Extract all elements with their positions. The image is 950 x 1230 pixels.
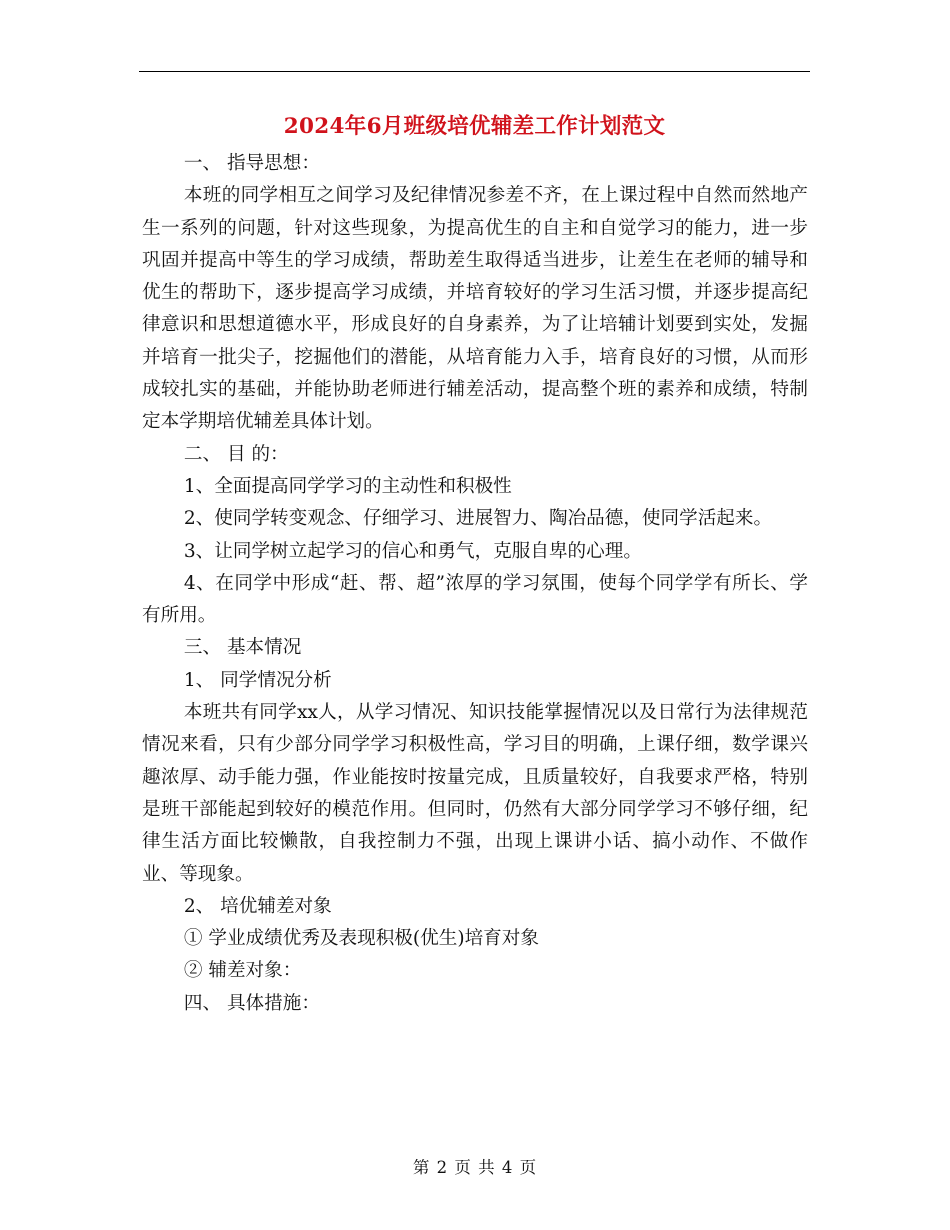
- document-body: [142, 148, 808, 1020]
- page-number: 第 2 页 共 4 页: [412, 1158, 538, 1177]
- document-title: 2024年6月班级培优辅差工作计划范文: [283, 114, 666, 139]
- paragraph-guiding-idea: 本班的同学相互之间学习及纪律情况参差不齐，在上课过程中自然而然地产生一系列的问题，针对这些现象，为提高优生的自主和自觉学习的能力，进一步巩固并提高中等生的学习成绩，帮助差生取得适当进步，让差生在老师的辅导和优生的帮助下，逐步提高学习成绩，并培育较好的学习生活习惯，并逐步提高纪律意识和思想道德水平，形成良好的自身素养，为了让培辅计划要到实处，发掘并培育一批尖子，挖掘他们的潜能，从培育能力入手，培育良好的习惯，从而形成较扎实的基础，并能协助老师进行辅差活动，提高整个班的素养和成绩，特制定本学期培优辅差具体计划。: [142, 185, 808, 433]
- list-item-purpose-4: 4、在同学中形成“赶、帮、超”浓厚的学习氛围，使每个同学学有所长、学有所用。: [142, 572, 808, 627]
- list-item-purpose-2: 2、使同学转变观念、仔细学习、进展智力、陶冶品德，使同学活起来。: [183, 508, 773, 530]
- subheading-target-students: 2、 培优辅差对象: [183, 895, 332, 917]
- section-heading-measures: 四、 具体措施：: [183, 992, 320, 1014]
- header-rule: [139, 71, 810, 72]
- section-heading-basic-situation: 三、 基本情况: [183, 637, 302, 659]
- section-heading-guiding-idea: 一、 指导思想：: [183, 153, 320, 174]
- list-item-purpose-1: 1、全面提高同学学习的主动性和积极性: [183, 475, 512, 497]
- subheading-student-analysis: 1、 同学情况分析: [183, 669, 332, 691]
- list-item-top-students: ① 学业成绩优秀及表现积极(优生)培育对象: [183, 928, 539, 950]
- paragraph-student-analysis: 本班共有同学xx人，从学习情况、知识技能掌握情况以及日常行为法律规范情况来看，只有少部分同学学习积极性高，学习目的明确，上课仔细，数学课兴趣浓厚、动手能力强，作业能按时按量完成，且质量较好，自我要求严格，特别是班干部能起到较好的模范作用。但同时，仍然有大部分同学学习不够仔细，纪律生活方面比较懒散，自我控制力不强，出现上课讲小话、搞小动作、不做作业、等现象。: [142, 702, 808, 885]
- list-item-remedial-students: ② 辅差对象：: [183, 960, 302, 982]
- list-item-purpose-3: 3、让同学树立起学习的信心和勇气，克服自卑的心理。: [183, 540, 642, 562]
- section-heading-purpose: 二、 目 的：: [183, 443, 289, 465]
